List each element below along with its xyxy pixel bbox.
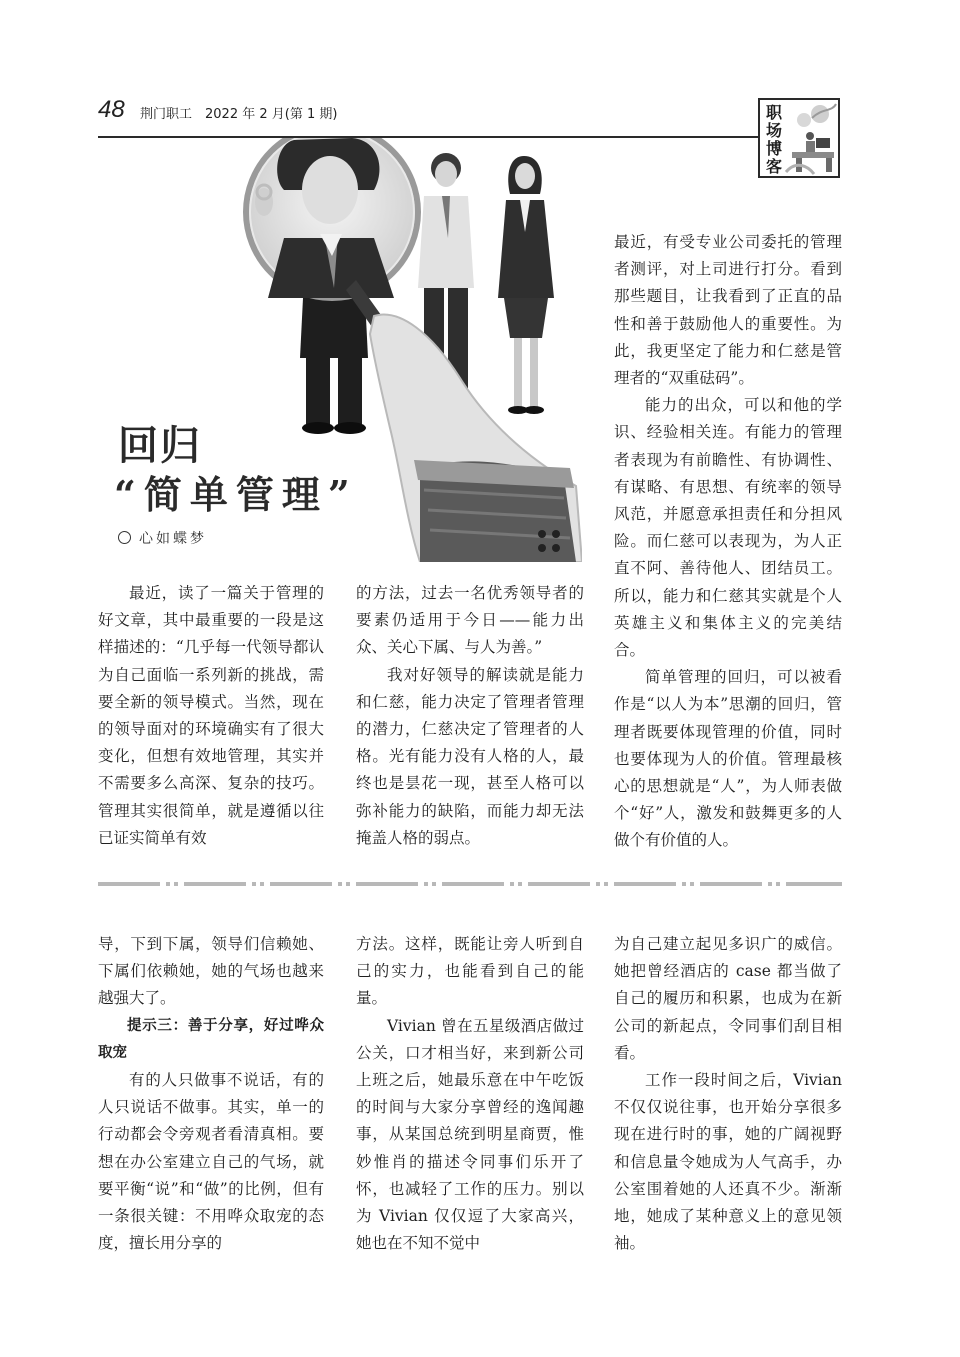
paragraph: 简单管理的回归，可以被看作是“以人为本”思潮的回归，管理者既要体现管理的价值，同时也要体现为人的价值。管理最核心的思想就是“人”，为人师表做个“好”人，激发和鼓舞更多的人做个有价值的人。 — [614, 668, 842, 850]
article-column-3 — [614, 229, 842, 855]
page-number: 48 — [98, 96, 125, 123]
author-name: 心如蝶梦 — [139, 531, 207, 547]
publication-line: 荆门职工 2022 年 2 月(第 1 期) — [140, 107, 338, 122]
article-column-2 — [356, 580, 584, 852]
paragraph: 最近，读了一篇关于管理的好文章，其中最重要的一段是这样描述的：“几乎每一代领导都认为自己面临一系列新的挑战，需要全新的领导模式。当然，现在的领导面对的环境确实有了很大变化，但想有效地管理，其实并不需要多么高深、复杂的技巧。管理其实很简单，就是遵循以往已证实简单有效 — [98, 584, 324, 847]
article-column-4 — [98, 931, 324, 1257]
article-column-1 — [98, 580, 324, 852]
paragraph: 我对好领导的解读就是能力和仁慈，能力决定了管理者管理的潜力，仁慈决定了管理者的人格。光有能力没有人格的人，最终也是昙花一现，甚至人格可以弥补能力的缺陷，而能力却无法掩盖人格的弱点。 — [356, 665, 584, 847]
article-title-line2: “简单管理” — [114, 472, 358, 517]
office-worker-icon — [782, 100, 840, 176]
paragraph-continued: 最近，有受专业公司委托的管理者测评，对上司进行打分。看到那些题目，让我看到了正直的品性和善于鼓励他人的重要性。为此，我更坚定了能力和仁慈是管理者的“双重砝码”。 — [614, 233, 842, 388]
byline — [118, 528, 207, 548]
paragraph-continued: 方法。这样，既能让旁人听到自己的实力，也能看到自己的能量。 — [356, 935, 584, 1008]
paragraph: Vivian 曾在五星级酒店做过公关，口才相当好，来到新公司上班之后，她最乐意在中午吃饭的时间与大家分享曾经的逸闻趣事，从某国总统到明星商贾，惟妙惟肖的描述令同事们乐开了怀，也减轻了工作的压力。别以为 Vivian 仅仅逗了大家高兴，她也在不知不觉中 — [356, 1016, 584, 1253]
subheading: 提示三：善于分享，好过哗众取宠 — [98, 1017, 324, 1061]
article-column-6 — [614, 931, 842, 1257]
section-divider — [98, 880, 842, 888]
byline-circle-icon — [118, 531, 131, 544]
article-title-line1: 回归 — [118, 423, 202, 469]
paragraph: 工作一段时间之后，Vivian 不仅仅说往事，也开始分享很多现在进行时的事，她的广阔视野和信息量令她成为人气高手，办公室围着她的人还真不少。渐渐地，她成了某种意义上的意见领袖。 — [614, 1071, 842, 1253]
paragraph-continued: 为自己建立起见多识广的威信。她把曾经酒店的 case 都当做了自己的履历和积累，也成为在新公司的新起点，令同事们刮目相看。 — [614, 935, 842, 1062]
paragraph: 有的人只做事不说话，有的人只说话不做事。其实，单一的行动都会令旁观者看清真相。要想在办公室建立自己的气场，就要平衡“说”和“做”的比例，但有一条很关键：不用哗众取宠的态度，擅长用分享的 — [98, 1071, 324, 1253]
column-tag — [758, 98, 840, 178]
paragraph: 能力的出众，可以和他的学识、经验相关连。有能力的管理者表现为有前瞻性、有协调性、有谋略、有思想、有统率的领导风范，并愿意承担责任和分担风险。而仁慈可以表现为，为人正直不阿、善待他人、团结员工。所以，能力和仁慈其实就是个人英雄主义和集体主义的完美结合。 — [614, 396, 842, 660]
paragraph-continued: 的方法，过去一名优秀领导者的要素仍适用于今日——能力出众、关心下属、与人为善。” — [356, 584, 584, 657]
paragraph-continued: 导，下到下属，领导们信赖她、下属们依赖她，她的气场也越来越强大了。 — [98, 935, 324, 1008]
column-tag-label: 职场博客 — [766, 103, 783, 176]
article-column-5 — [356, 931, 584, 1257]
